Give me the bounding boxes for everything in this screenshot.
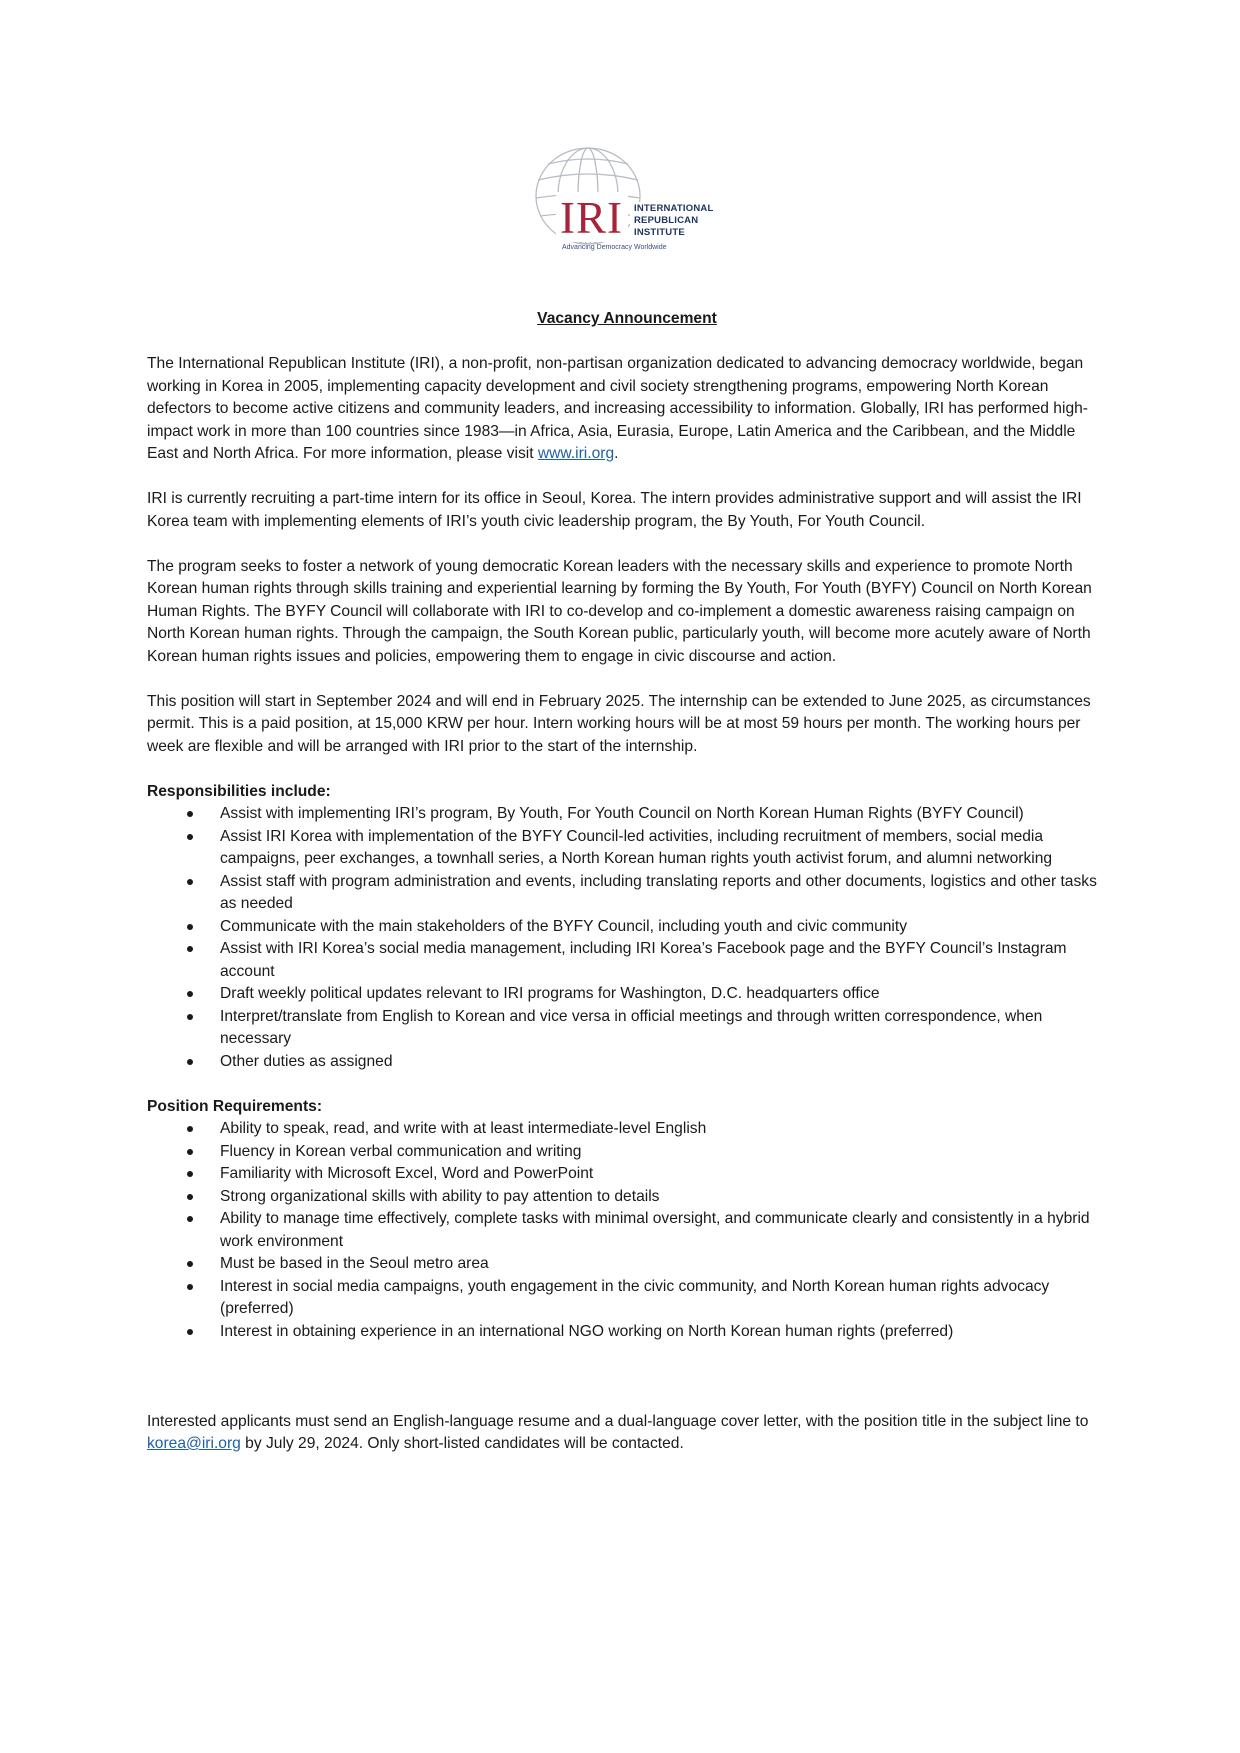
responsibilities-list <box>147 803 1107 1073</box>
document-body <box>147 308 1107 1478</box>
website-link[interactable]: www.iri.org <box>537 445 615 462</box>
list-item: Draft weekly political updates relevant to IRI programs for Washington, D.C. headquarters office <box>147 983 1107 1006</box>
email-link[interactable]: korea@iri.org <box>147 1435 241 1452</box>
logo-name-line: INSTITUTE <box>634 227 685 238</box>
intro-paragraph <box>147 353 1107 466</box>
list-item: Ability to speak, read, and write with at least intermediate-level English <box>147 1118 1107 1141</box>
closing-text: Interested applicants must send an English-language resume and a dual-language cover letter, with the position title in the subject line to <box>147 1412 1089 1430</box>
logo-name-line: INTERNATIONAL <box>634 203 714 214</box>
list-item: Interpret/translate from English to Korean and vice versa in official meetings and through written correspondence, when necessary <box>147 1006 1107 1051</box>
intro-end: . <box>614 445 619 462</box>
program-paragraph: The program seeks to foster a network of young democratic Korean leaders with the necessary skills and experience to promote North Korean human rights through skills training and experiential learning by forming the By Youth, For Youth (BYFY) Council on North Korean Human Rights. The BYFY Council will collaborate with IRI to co-develop and co-implement a domestic awareness raising campaign on North Korean human rights. Through the campaign, the South Korean public, particularly youth, will become more acutely aware of North Korean human rights issues and policies, empowering them to engage in civic discourse and action. <box>147 557 1092 665</box>
responsibilities-heading: Responsibilities include: <box>147 782 331 800</box>
logo-tagline: Advancing Democracy Worldwide <box>562 244 667 251</box>
recruiting-paragraph: IRI is currently recruiting a part-time intern for its office in Seoul, Korea. The intern provides administrative support and will assist the IRI Korea team with implementing elements of IRI’s youth civic leadership program, the By Youth, For Youth Council. <box>147 490 1082 530</box>
intro-text: The International Republican Institute (IRI), a non-profit, non-partisan organization dedicated to advancing democracy worldwide, began working in Korea in 2005, implementing capacity development and civil society strengthening programs, empowering North Korean defectors to become active citizens and community leaders, and increasing accessibility to information. Globally, IRI has performed high-impact work in more than 100 countries since 1983—in Africa, Asia, Eurasia, Europe, Latin America and the Caribbean, and the Middle East and North Africa. For more information, please visit <box>147 355 1088 462</box>
list-item: Assist staff with program administration and events, including translating reports and other documents, logistics and other tasks as needed <box>147 871 1107 916</box>
closing-paragraph <box>147 1411 1107 1456</box>
logo-organization-name <box>634 203 713 239</box>
iri-logo <box>526 146 726 254</box>
logo-name-line: REPUBLICAN <box>634 215 699 226</box>
list-item: Assist IRI Korea with implementation of the BYFY Council-led activities, including recruitment of members, social media campaigns, peer exchanges, a townhall series, a North Korean human rights youth activist forum, and alumni networking <box>147 826 1107 871</box>
list-item: Familiarity with Microsoft Excel, Word and PowerPoint <box>147 1163 1107 1186</box>
list-item: Assist with implementing IRI’s program, By Youth, For Youth Council on North Korean Human Rights (BYFY Council) <box>147 803 1107 826</box>
list-item: Interest in social media campaigns, youth engagement in the civic community, and North Korean human rights advocacy (preferred) <box>147 1276 1107 1321</box>
page-title: Vacancy Announcement <box>537 310 717 327</box>
list-item: Other duties as assigned <box>147 1051 1107 1074</box>
list-item: Assist with IRI Korea’s social media management, including IRI Korea’s Facebook page and the BYFY Council’s Instagram account <box>147 938 1107 983</box>
list-item: Ability to manage time effectively, complete tasks with minimal oversight, and communicate clearly and consistently in a hybrid work environment <box>147 1208 1107 1253</box>
position-paragraph: This position will start in September 2024 and will end in February 2025. The internship can be extended to June 2025, as circumstances permit. This is a paid position, at 15,000 KRW per hour. Intern working hours will be at most 59 hours per month. The working hours per week are flexible and will be arranged with IRI prior to the start of the internship. <box>147 692 1091 755</box>
spacer <box>147 1366 1107 1411</box>
list-item: Fluency in Korean verbal communication and writing <box>147 1141 1107 1164</box>
list-item: Must be based in the Seoul metro area <box>147 1253 1107 1276</box>
requirements-list <box>147 1118 1107 1343</box>
requirements-heading: Position Requirements: <box>147 1097 323 1115</box>
logo-mark: IRI <box>560 193 623 243</box>
list-item: Strong organizational skills with ability to pay attention to details <box>147 1186 1107 1209</box>
list-item: Interest in obtaining experience in an international NGO working on North Korean human rights (preferred) <box>147 1321 1107 1344</box>
list-item: Communicate with the main stakeholders of the BYFY Council, including youth and civic community <box>147 916 1107 939</box>
closing-end: by July 29, 2024. Only short-listed candidates will be contacted. <box>240 1435 684 1452</box>
